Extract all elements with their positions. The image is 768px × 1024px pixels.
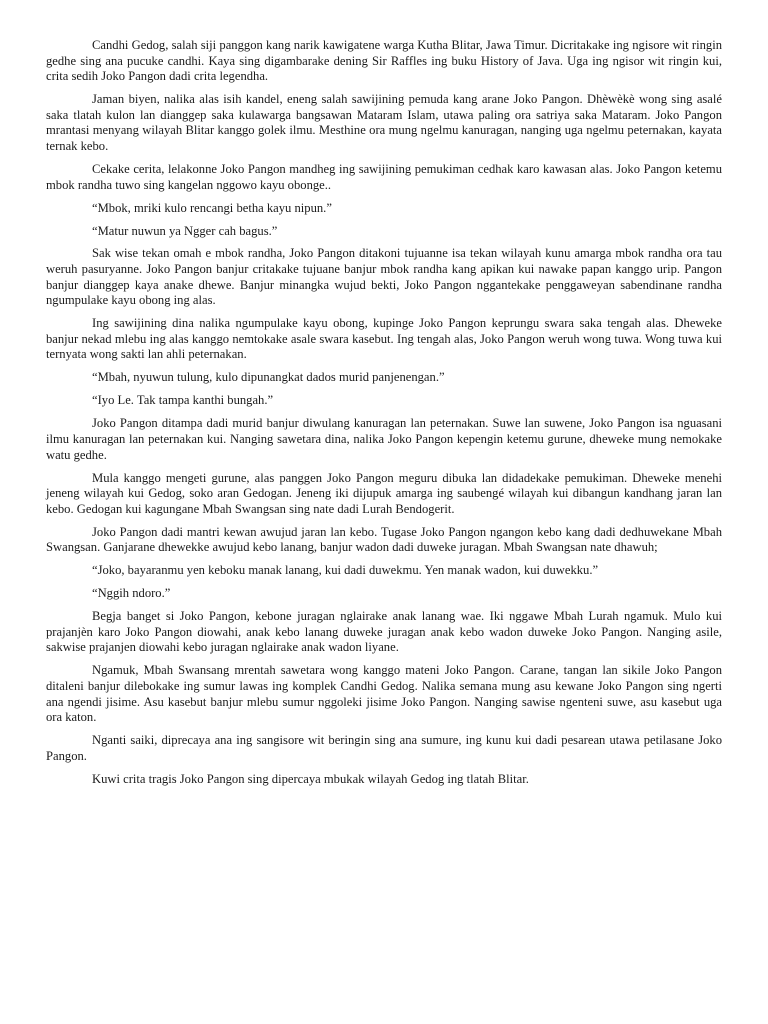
- paragraph-fortune: Begja banget si Joko Pangon, kebone juragan nglairake anak lanang wae. Iki nggawe Mbah Lurah ngamuk. Mulo kui prajanjèn karo Joko Pangon diowahi, anak kebo lanang duweke juragan anak kebo wadon duweke Joko Pangon. Nanging asile, sakwise prajanjen diowahi kebo juragan nglairake anak wadon liyane.: [46, 609, 722, 655]
- paragraph-apprentice: Joko Pangon ditampa dadi murid banjur diwulang kanuragan lan peternakan. Suwe lan suwene, Joko Pangon isa nguasani ilmu kanuragan lan peternakan kui. Nanging sawetara dina, nalika Joko Pangon kepengin ketemu gurune, dheweke mung nemokake watu gedhe.: [46, 416, 722, 462]
- document-page: [46, 38, 722, 795]
- paragraph-forest-voice: Ing sawijining dina nalika ngumpulake kayu obong, kupinge Joko Pangon keprungu swara saka tengah alas. Dheweke banjur nekad mlebu ing alas kanggo nemtokake asale swara kasebut. Ing tengah alas, Joko Pangon weruh wong tuwa. Wong tuwa kui ternyata wong sakti lan ahli peternakan.: [46, 316, 722, 362]
- dialogue-line: “Joko, bayaranmu yen keboku manak lanang, kui dadi duwekmu. Yen manak wadon, kui duwekku.”: [92, 563, 599, 578]
- dialogue-line: “Nggih ndoro.”: [92, 586, 171, 601]
- paragraph-killing: Ngamuk, Mbah Swansang mrentah sawetara wong kanggo mateni Joko Pangon. Carane, tangan lan sikile Joko Pangon ditaleni banjur dilebokake ing sumur lawas ing komplek Candhi Gedog. Nalika semana mung asu kewane Joko Pangon sing ngerti ana ngendi jisime. Asu kasebut banjur mlebu sumur nggoleki jisime Joko Pangon. Nanging sawise ngenteni suwe, asu kasebut uga ora katon.: [46, 663, 722, 725]
- paragraph-closing: Kuwi crita tragis Joko Pangon sing dipercaya mbukak wilayah Gedog ing tlatah Blitar.: [92, 771, 529, 786]
- paragraph-adopted: Sak wise tekan omah e mbok randha, Joko Pangon ditakoni tujuanne isa tekan wilayah kunu amarga mbok randha ora tau weruh pasuryanne. Joko Pangon banjur critakake tujuane banjur mbok randha kang apikan kui nawake papan kanggo urip. Pangon banjur dianggep kaya anake dhewe. Banjur minangka wujud bekti, Joko Pangon nggantekake penggaweyan sabendinane randha ngumpulake kayu obong ing alas.: [46, 246, 722, 308]
- dialogue-line: “Matur nuwun ya Ngger cah bagus.”: [92, 223, 278, 238]
- dialogue-line: “Mbok, mriki kulo rencangi betha kayu nipun.”: [92, 200, 332, 215]
- paragraph-resting-place: Nganti saiki, diprecaya ana ing sangisore wit beringin sing ana sumure, ing kunu kui dadi pesarean utawa petilasane Joko Pangon.: [46, 733, 722, 763]
- dialogue-line: “Mbah, nyuwun tulung, kulo dipunangkat dados murid panjenengan.”: [92, 370, 445, 385]
- paragraph-joko-pangon-origin: Jaman biyen, nalika alas isih kandel, eneng salah sawijining pemuda kang arane Joko Pangon. Dhèwèkè wong sing asalé saka tlatah kulon lan dianggep saka kulawarga bangsawan Mataram Islam, utawa paling ora satriya saka Mataram. Joko Pangon mrantasi menyang wilayah Blitar kanggo golek ilmu. Mesthine ora mung ngelmu kanuragan, nanging uga ngelmu peternakan, kayata ternak kebo.: [46, 92, 722, 153]
- paragraph-gedog-name: Mula kanggo mengeti gurune, alas panggen Joko Pangon meguru dibuka lan didadekake pemukiman. Dheweke menehi jeneng wilayah kui Gedog, soko aran Gedogan. Jeneng iki dijupuk amarga ing saubengé wilayah kui dibangun kandhang jaran lan kebo. Gedogan kui kagungane Mbah Swangsan sing nate dadi Lurah Bendogerit.: [46, 470, 722, 516]
- paragraph-intro: Candhi Gedog, salah siji panggon kang narik kawigatene warga Kutha Blitar, Jawa Timur. Dicritakake ing ngisore wit ringin gedhe sing ana pucuke candhi. Kaya sing digambarake dening Sir Raffles ing buku History of Java. Uga ing ngisor wit ringin kui, crita sedih Joko Pangon dadi crita legendha.: [46, 38, 722, 84]
- paragraph-mantri: Joko Pangon dadi mantri kewan awujud jaran lan kebo. Tugase Joko Pangon ngangon kebo kang dadi dedhuwekane Mbah Swangsan. Ganjarane dhewekke awujud kebo lanang, banjur wadon dadi duweke juragan. Mbah Swangsan nate dhawuh;: [46, 524, 722, 555]
- dialogue-line: “Iyo Le. Tak tampa kanthi bungah.”: [92, 393, 274, 408]
- paragraph-meeting-widow: Cekake cerita, lelakonne Joko Pangon mandheg ing sawijining pemukiman cedhak karo kawasan alas. Joko Pangon ketemu mbok randha tuwo sing kangelan nggowo kayu obonge..: [46, 161, 722, 192]
